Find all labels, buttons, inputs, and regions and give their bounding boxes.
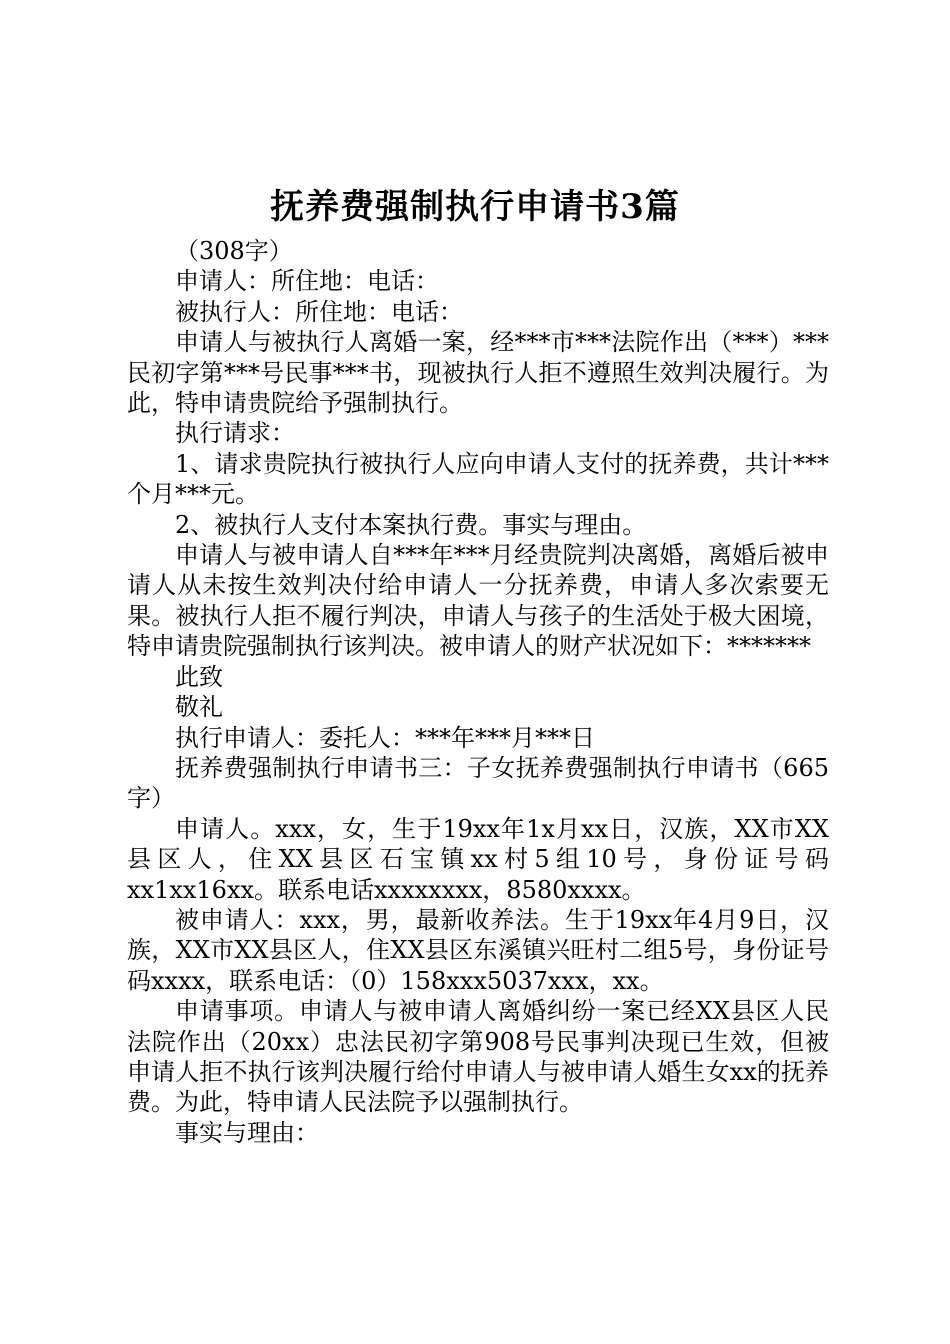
closing-regards: 敬礼 [175, 693, 223, 722]
respondent-details: 被申请人：xxx，男，最新收养法。生于19xx年4月9日，汉族，XX市XX县区人，住XX县区东溪镇兴旺村二组5号，身份证号码xxxx，联系电话：（0）158xxx5037xxx，xx。 [127, 905, 829, 995]
facts-heading: 事实与理由： [175, 1118, 319, 1147]
document-body [127, 236, 829, 1148]
request-item-1: 1、请求贵院执行被执行人应向申请人支付的抚养费，共计***个月***元。 [127, 449, 829, 509]
facts-paragraph: 申请人与被申请人自***年***月经贵院判决离婚，离婚后被申请人从未按生效判决付给申请人一分抚养费，申请人多次索要无果。被执行人拒不履行判决，申请人与孩子的生活处于极大困境，特申请贵院强制执行该判决。被申请人的财产状况如下：******* [127, 541, 829, 661]
closing-salutation: 此致 [175, 662, 223, 691]
section-heading-three: 抚养费强制执行申请书三：子女抚养费强制执行申请书（665字） [127, 753, 829, 813]
applicant-details: 申请人。xxx，女，生于19xx年1x月xx日，汉族，XX市XX县区人，住XX县区石宝镇xx村5组10号，身份证号码xx1xx16xx。联系电话xxxxxxxx，8580xxxx。 [127, 814, 829, 904]
case-paragraph: 申请人与被执行人离婚一案，经***市***法院作出（***）***民初字第***号民事***书，现被执行人拒不遵照生效判决履行。为此，特申请贵院给予强制执行。 [127, 328, 829, 418]
respondent-line: 被执行人：所住地：电话： [175, 297, 463, 326]
signature-line: 执行申请人：委托人：***年***月***日 [175, 723, 595, 752]
application-matters: 申请事项。申请人与被申请人离婚纠纷一案已经XX县区人民法院作出（20xx）忠法民初字第908号民事判决现已生效，但被申请人拒不执行该判决履行给付申请人与被申请人婚生女xx的抚养费。为此，特申请人民法院予以强制执行。 [127, 997, 829, 1117]
request-heading: 执行请求： [175, 419, 295, 448]
word-count-note: （308字） [175, 237, 293, 265]
document-title: 抚养费强制执行申请书3篇 [270, 187, 680, 227]
request-item-2: 2、被执行人支付本案执行费。事实与理由。 [175, 510, 647, 539]
applicant-line: 申请人：所住地：电话： [175, 267, 439, 296]
